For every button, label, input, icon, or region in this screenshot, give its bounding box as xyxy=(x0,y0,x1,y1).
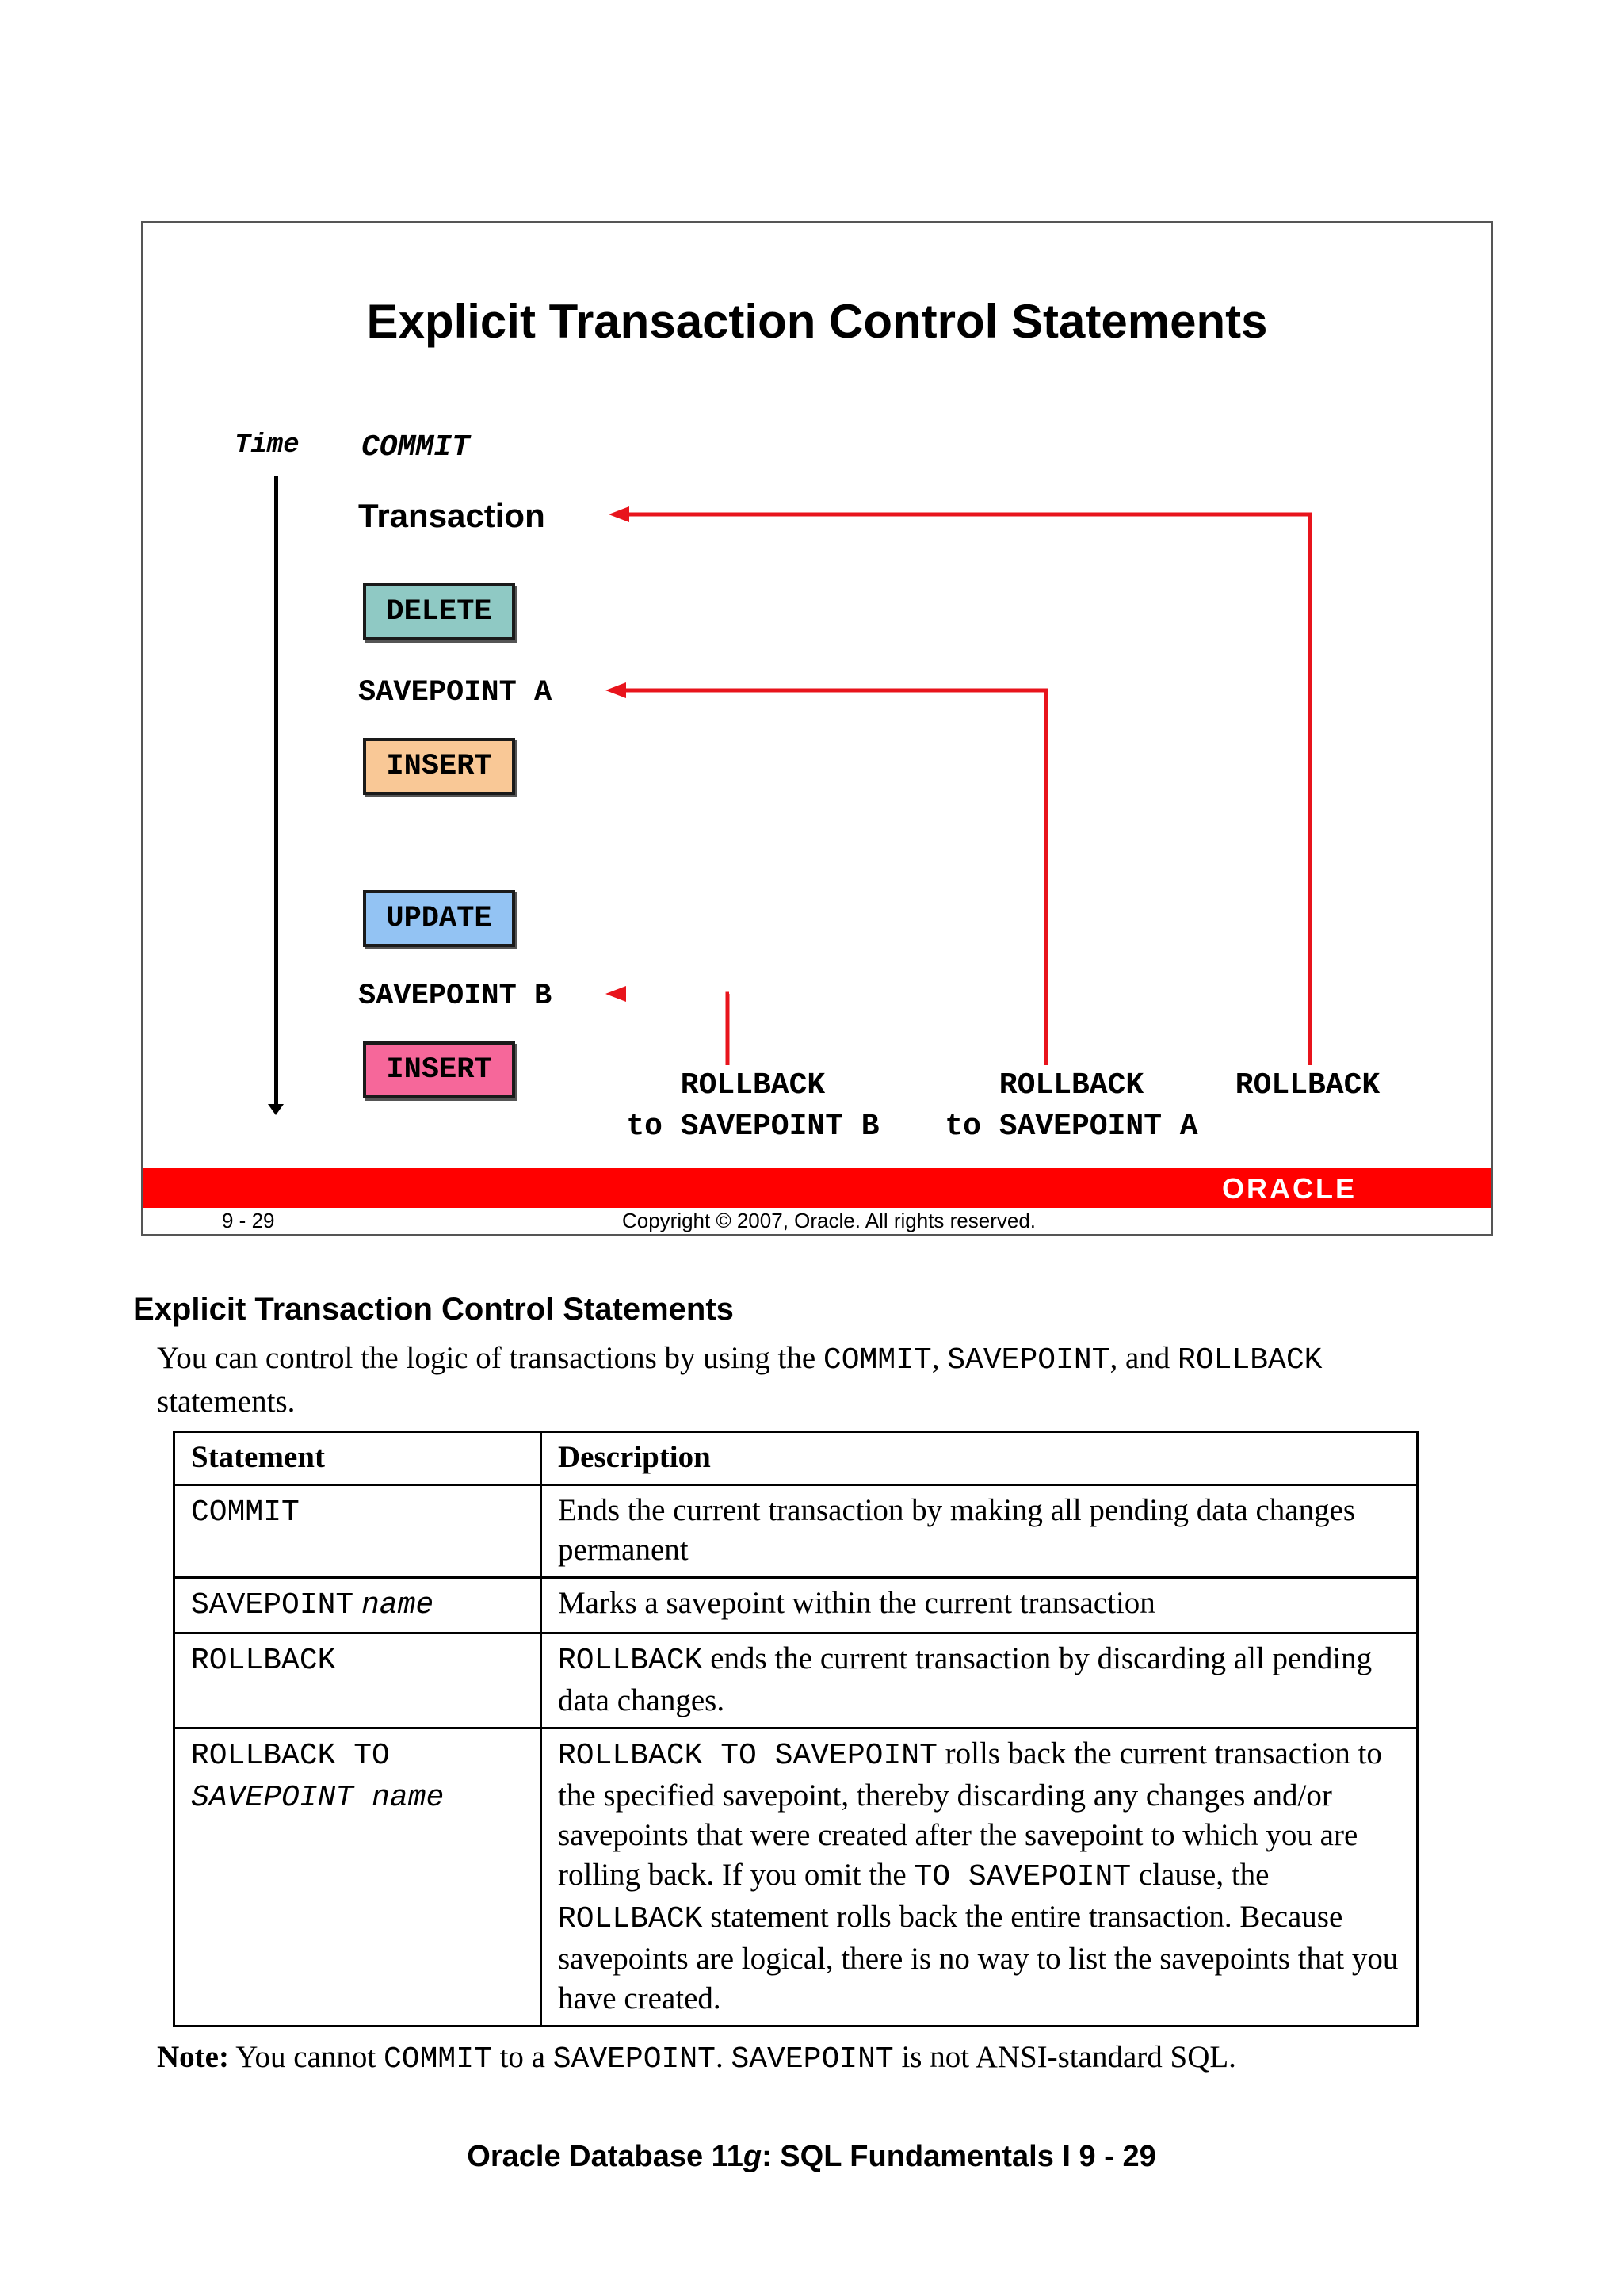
intro-code-savepoint: SAVEPOINT xyxy=(947,1343,1110,1377)
insert-box-2: INSERT xyxy=(363,1041,515,1098)
header-statement: Statement xyxy=(174,1432,541,1485)
note-paragraph xyxy=(157,2037,1236,2080)
rollback-to-savepoint-a xyxy=(913,1065,1230,1148)
intro-text: , and xyxy=(1109,1341,1178,1375)
statement-table xyxy=(173,1431,1419,2027)
note-text: . xyxy=(715,2040,731,2074)
description-cell xyxy=(541,1729,1418,2027)
time-label: Time xyxy=(235,430,300,460)
rollback-to-savepoint-b xyxy=(594,1065,911,1148)
arrow-to-transaction xyxy=(628,514,1310,1065)
arrowhead-transaction-icon xyxy=(609,506,629,522)
note-text: You cannot xyxy=(228,2040,384,2074)
insert-box-1: INSERT xyxy=(363,738,515,795)
intro-code-rollback: ROLLBACK xyxy=(1178,1343,1323,1377)
arrow-lines xyxy=(624,514,1310,1065)
footer-title: Oracle Database 11 xyxy=(467,2140,743,2173)
slide-footer-bar xyxy=(143,1168,1491,1208)
statement-code-italic: name xyxy=(361,1588,434,1622)
page-footer xyxy=(0,2140,1623,2174)
arrowhead-savepoint-b-icon xyxy=(605,986,626,1002)
note-code-commit: COMMIT xyxy=(383,2042,492,2076)
table-header-row xyxy=(174,1432,1418,1485)
description-cell: Ends the current transaction by making all pending data changes permanent xyxy=(541,1485,1418,1578)
statement-code: COMMIT xyxy=(191,1496,300,1530)
note-text: is not ANSI-standard SQL. xyxy=(893,2040,1236,2074)
note-code-savepoint: SAVEPOINT xyxy=(731,2042,894,2076)
rollback-b-line2: to SAVEPOINT B xyxy=(626,1110,880,1144)
table-row xyxy=(174,1729,1418,2027)
rollback-b-line1: ROLLBACK xyxy=(680,1068,826,1102)
statement-code: SAVEPOINT xyxy=(191,1588,354,1622)
delete-box: DELETE xyxy=(363,583,515,640)
rollback-a-line2: to SAVEPOINT A xyxy=(945,1110,1198,1144)
intro-text: , xyxy=(931,1341,948,1375)
rollback-a-line1: ROLLBACK xyxy=(999,1068,1144,1102)
intro-paragraph xyxy=(157,1338,1457,1423)
description-text: ends the current transaction by discarding all pending data changes. xyxy=(558,1641,1373,1717)
intro-text: You can control the logic of transactions by using the xyxy=(157,1341,823,1375)
description-text: statement rolls back the entire transaction. Because savepoints are logical, there is no way to list the savepoints that you have created. xyxy=(558,1900,1399,2015)
footer-page: : SQL Fundamentals I 9 - 29 xyxy=(762,2140,1156,2173)
arrow-to-savepoint-a xyxy=(624,690,1046,1065)
rollback-full xyxy=(1189,1065,1426,1106)
statement-cell xyxy=(174,1485,541,1578)
slide-title: Explicit Transaction Control Statements xyxy=(366,295,1268,348)
note-label: Note: xyxy=(157,2040,229,2074)
description-cell xyxy=(541,1633,1418,1729)
section-heading: Explicit Transaction Control Statements xyxy=(133,1292,734,1327)
statement-cell xyxy=(174,1729,541,2027)
footer-title-italic: g xyxy=(743,2140,762,2173)
table-row xyxy=(174,1578,1418,1633)
arrowhead-savepoint-a-icon xyxy=(605,682,626,698)
header-description: Description xyxy=(541,1432,1418,1485)
intro-text: statements. xyxy=(157,1385,296,1419)
description-code: ROLLBACK TO SAVEPOINT xyxy=(558,1739,938,1773)
description-text: clause, the xyxy=(1131,1858,1270,1892)
statement-cell xyxy=(174,1578,541,1633)
oracle-logo: ORACLE xyxy=(1222,1172,1357,1205)
intro-code-commit: COMMIT xyxy=(823,1343,932,1377)
rollback-line1: ROLLBACK xyxy=(1235,1068,1381,1102)
savepoint-a-label: SAVEPOINT A xyxy=(358,676,552,709)
description-code: TO SAVEPOINT xyxy=(914,1860,1132,1894)
statement-cell xyxy=(174,1633,541,1729)
savepoint-b-label: SAVEPOINT B xyxy=(358,980,552,1013)
slide-frame xyxy=(141,221,1493,1236)
transaction-label: Transaction xyxy=(358,497,545,534)
statement-code-italic: SAVEPOINT name xyxy=(191,1781,445,1815)
description-code: ROLLBACK xyxy=(558,1902,703,1936)
table-row xyxy=(174,1633,1418,1729)
arrow-heads xyxy=(605,506,629,1002)
slide-copyright: Copyright © 2007, Oracle. All rights reserved. xyxy=(621,1209,1037,1232)
update-box: UPDATE xyxy=(363,890,515,947)
note-text: to a xyxy=(491,2040,553,2074)
slide-number: 9 - 29 xyxy=(222,1209,275,1232)
arrow-to-savepoint-b xyxy=(727,994,729,1065)
statement-code: ROLLBACK xyxy=(191,1644,336,1678)
commit-label: COMMIT xyxy=(361,430,470,464)
statement-code: ROLLBACK TO xyxy=(191,1739,390,1773)
table-row xyxy=(174,1485,1418,1578)
description-code: ROLLBACK xyxy=(558,1644,703,1678)
description-cell: Marks a savepoint within the current transaction xyxy=(541,1578,1418,1633)
note-code-savepoint: SAVEPOINT xyxy=(552,2042,716,2076)
description-text: rolls back the current transaction to the specified savepoint, thereby discarding any changes and/or savepoints that were created after the savepoint to which you are rolling back. If you omit the xyxy=(558,1736,1382,1892)
